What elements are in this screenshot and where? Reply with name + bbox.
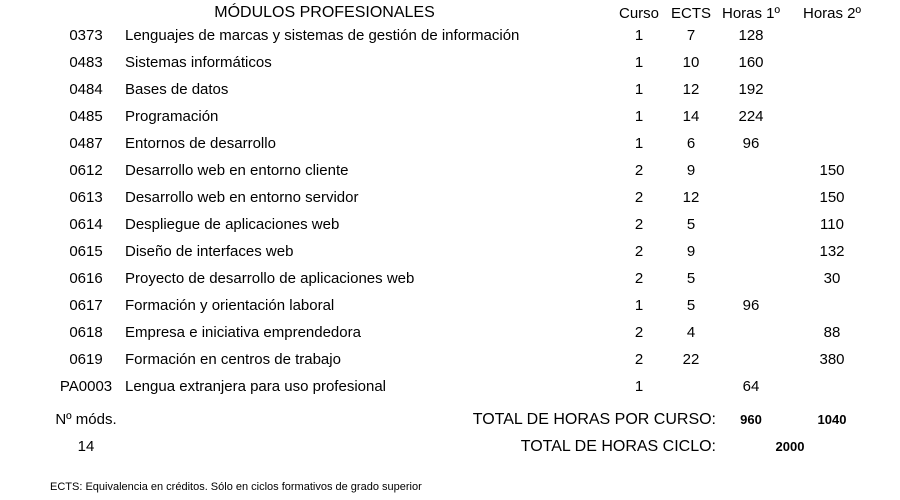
module-code: 0485 <box>69 108 103 125</box>
module-horas1: 192 <box>738 81 764 98</box>
module-ects: 12 <box>682 189 700 206</box>
module-curso: 2 <box>634 162 644 179</box>
module-ects: 9 <box>686 243 696 260</box>
table-row <box>50 373 900 400</box>
module-horas1: 64 <box>742 378 760 395</box>
total-horas-ciclo-label: TOTAL DE HORAS CICLO: <box>520 437 716 455</box>
table-row <box>50 319 900 346</box>
module-curso: 1 <box>634 135 644 152</box>
table-row <box>50 292 900 319</box>
module-horas2: 132 <box>819 243 845 260</box>
module-curso: 2 <box>634 189 644 206</box>
module-ects: 5 <box>686 297 696 314</box>
table-row <box>50 238 900 265</box>
module-horas1: 96 <box>742 135 760 152</box>
ects-footnote: ECTS: Equivalencia en créditos. Sólo en ciclos formativos de grado superior <box>50 481 422 493</box>
module-code: 0612 <box>69 162 103 179</box>
module-ects: 12 <box>682 81 700 98</box>
module-code: 0373 <box>69 27 103 44</box>
module-horas2: 30 <box>823 270 841 287</box>
table-row <box>50 211 900 238</box>
module-code: 0615 <box>69 243 103 260</box>
module-curso: 2 <box>634 324 644 341</box>
module-name: Sistemas informáticos <box>125 54 272 71</box>
table-row <box>50 157 900 184</box>
module-code: 0618 <box>69 324 103 341</box>
module-code: 0483 <box>69 54 103 71</box>
module-curso: 1 <box>634 108 644 125</box>
table-row <box>50 103 900 130</box>
module-name: Entornos de desarrollo <box>125 135 276 152</box>
module-curso: 1 <box>634 27 644 44</box>
module-code: 0487 <box>69 135 103 152</box>
table-row <box>50 265 900 292</box>
module-code: 0619 <box>69 351 103 368</box>
module-horas1: 96 <box>742 297 760 314</box>
module-name: Formación en centros de trabajo <box>125 351 341 368</box>
horas1-column-header: Horas 1º <box>721 4 780 22</box>
module-name: Despliegue de aplicaciones web <box>125 216 340 233</box>
module-horas2: 150 <box>819 189 845 206</box>
module-name: Programación <box>125 108 219 125</box>
module-curso: 2 <box>634 351 644 368</box>
module-name: Bases de datos <box>125 81 229 98</box>
module-name: Diseño de interfaces web <box>125 243 294 260</box>
module-ects: 7 <box>686 27 696 44</box>
table-header-row <box>50 4 900 22</box>
module-curso: 2 <box>634 216 644 233</box>
horas2-column-header: Horas 2º <box>802 4 861 22</box>
module-code: 0614 <box>69 216 103 233</box>
module-horas2: 380 <box>819 351 845 368</box>
module-name: Proyecto de desarrollo de aplicaciones web <box>125 270 415 287</box>
module-curso: 1 <box>634 378 644 395</box>
module-ects: 9 <box>686 162 696 179</box>
module-code: 0616 <box>69 270 103 287</box>
table-row <box>50 346 900 373</box>
module-code: 0484 <box>69 81 103 98</box>
module-name: Desarrollo web en entorno cliente <box>125 162 349 179</box>
module-horas1: 224 <box>738 108 764 125</box>
module-ects: 6 <box>686 135 696 152</box>
module-curso: 2 <box>634 243 644 260</box>
module-name: Lengua extranjera para uso profesional <box>125 378 387 395</box>
table-row <box>50 22 900 49</box>
module-code: 0613 <box>69 189 103 206</box>
module-name: Lenguajes de marcas y sistemas de gestión de información <box>125 27 520 44</box>
table-row <box>50 49 900 76</box>
total-horas-curso-2: 1040 <box>817 412 847 427</box>
module-name: Empresa e iniciativa emprendedora <box>125 324 361 341</box>
module-curso: 1 <box>634 297 644 314</box>
module-name: Desarrollo web en entorno servidor <box>125 189 359 206</box>
curso-column-header: Curso <box>618 4 659 22</box>
num-mods-label: Nº móds. <box>55 411 117 428</box>
module-horas2: 88 <box>823 324 841 341</box>
module-horas1: 160 <box>738 54 764 71</box>
module-horas2: 150 <box>819 162 845 179</box>
module-ects: 5 <box>686 216 696 233</box>
module-horas2: 110 <box>820 216 844 233</box>
table-row <box>50 184 900 211</box>
total-horas-curso-1: 960 <box>740 412 762 427</box>
module-ects: 22 <box>682 351 700 368</box>
table-title: MÓDULOS PROFESIONALES <box>214 4 435 21</box>
module-code: 0617 <box>69 297 103 314</box>
total-horas-ciclo-value: 2000 <box>775 439 805 454</box>
module-ects: 14 <box>682 108 700 125</box>
module-curso: 1 <box>634 81 644 98</box>
module-curso: 1 <box>634 54 644 71</box>
table-row <box>50 76 900 103</box>
total-horas-curso-label: TOTAL DE HORAS POR CURSO: <box>472 410 716 428</box>
module-ects: 4 <box>686 324 696 341</box>
module-ects: 5 <box>686 270 696 287</box>
total-horas-ciclo-row <box>50 433 900 460</box>
num-mods-count: 14 <box>77 438 95 455</box>
table-row <box>50 130 900 157</box>
module-horas1: 128 <box>738 27 764 44</box>
module-curso: 2 <box>634 270 644 287</box>
module-code: PA0003 <box>59 378 113 395</box>
total-horas-curso-row <box>50 406 900 433</box>
module-name: Formación y orientación laboral <box>125 297 335 314</box>
module-ects: 10 <box>682 54 700 71</box>
ects-column-header: ECTS <box>670 4 711 22</box>
